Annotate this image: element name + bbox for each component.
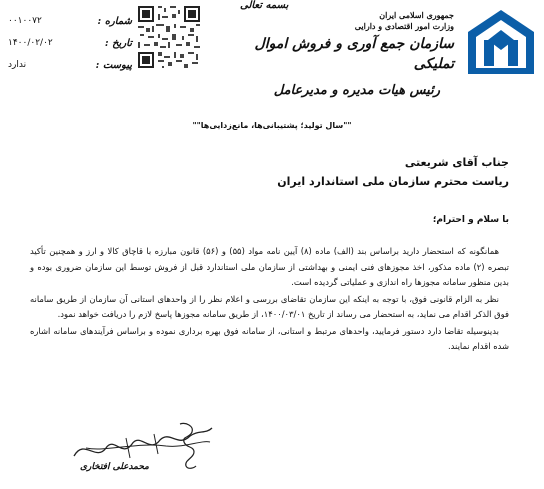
recipient-block [277,154,509,191]
year-motto: ""سال تولید؛ پشتیبانی‌ها، مانع‌زدایی‌ها"" [192,121,352,130]
letter-body [30,244,509,356]
qr-code-icon [136,4,202,70]
letter-number: ۰۰۱۰۰۷۲ [8,16,42,26]
handwritten-note-icon [176,420,200,472]
recipient-name: جناب آقای شریعتی [404,156,509,169]
organization-name: سازمان جمع آوری و فروش اموال تملیکی [254,36,454,72]
org-logo-icon [464,6,538,78]
number-label: شماره : [97,15,132,27]
letter-date: ۱۴۰۰/۰۲/۰۲ [8,38,53,48]
office-title: رئیس هیات مدیره و مدیرعامل [273,83,440,98]
number-row [8,10,132,32]
greeting: با سلام و احترام؛ [432,215,509,225]
date-label: تاریخ : [104,37,132,49]
body-paragraph: همانگونه که استحضار دارید براساس بند (الف) ماده (۸) آیین نامه مواد (۵۵) و (۵۶) قانون مبارزه با قاچاق کالا و ارز و همچنین تأکید تبصره (۲) ماده مذکور، اخذ مجوزهای فنی ایمنی و بهداشتی از سازمان ملی استاندارد قبل از فروش توسط این سازمان ضروری بوده و بدین منظور سامانه مجوزها راه اندازی و عملیاتی گردیده است. [30,246,509,287]
body-paragraph: نظر به الزام قانونی فوق، با توجه به اینکه این سازمان تقاضای بررسی و اعلام نظر را از واحدهای استانی آن سازمان از طریق سامانه فوق الذکر اقدام می نماید، به استحضار می رساند از تاریخ ۱۴۰۰/۰۳/۰۱، از طریق سامانه مجوزها پاسخ لازم را دریافت خواهد نمود. [30,293,509,319]
ministry-name: وزارت امور اقتصادی و دارایی [354,21,454,31]
body-paragraph: بدینوسیله تقاضا دارد دستور فرمایید، واحدهای مرتبط و استانی، از سامانه فوق بهره برداری نموده و براساس فرآیندهای سامانه اشاره شده اقدام نمایند. [30,325,509,351]
attachment-value: ندارد [8,60,27,70]
organization-header [254,10,454,100]
letter-metadata [8,10,132,76]
date-row [8,32,132,54]
recipient-title: ریاست محترم سازمان ملی استاندارد ایران [277,175,509,188]
basmala: بسمه تعالی [240,0,289,11]
signer-name: محمدعلی افتخاری [80,462,150,472]
attachment-label: پیوست : [95,59,132,71]
attachment-row [8,54,132,76]
country-name: جمهوری اسلامی ایران [379,10,454,20]
